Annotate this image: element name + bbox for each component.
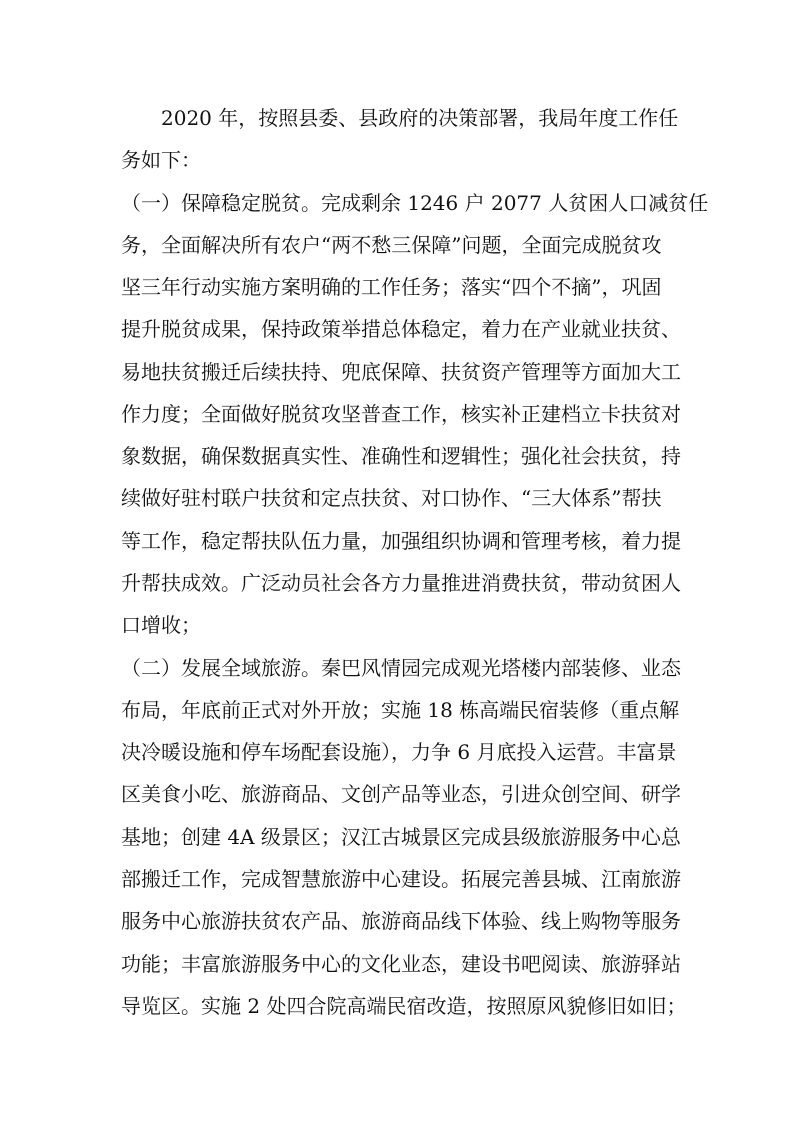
section1-line-8: 续做好驻村联户扶贫和定点扶贫、对口协作、“三大体系”帮扶 [121, 486, 662, 510]
section2-line-8: 功能；丰富旅游服务中心的文化业态，建设书吧阅读、旅游驿站 [121, 952, 681, 976]
section2-line-3: 决冷暖设施和停车场配套设施），力争 6 月底投入运营。丰富景 [121, 740, 677, 764]
section1-line-11: 口增收； [121, 613, 201, 637]
section1-line-2: 务，全面解决所有农户“两不愁三保障”问题，全面完成脱贫攻 [121, 233, 662, 257]
section2-line-2: 布局，年底前正式对外开放；实施 18 栋高端民宿装修（重点解 [121, 698, 680, 722]
section1-line-4: 提升脱贫成果，保持政策举措总体稳定，着力在产业就业扶贫、 [121, 317, 681, 341]
intro-line-1: 2020 年，按照县委、县政府的决策部署，我局年度工作任 [161, 106, 679, 130]
section2-line-5: 基地；创建 4A 级景区；汉江古城景区完成县级旅游服务中心总 [121, 825, 681, 849]
section1-line-1: （一）保障稳定脱贫。完成剩余 1246 户 2077 人贫困人口减贫任 [121, 191, 709, 215]
section1-line-6: 作力度；全面做好脱贫攻坚普查工作，核实补正建档立卡扶贫对 [121, 402, 681, 426]
section2-line-9: 导览区。实施 2 处四合院高端民宿改造，按照原风貌修旧如旧； [121, 994, 687, 1018]
section1-line-7: 象数据，确保数据真实性、准确性和逻辑性；强化社会扶贫，持 [121, 444, 681, 468]
section2-line-1: （二）发展全域旅游。秦巴风情园完成观光塔楼内部装修、业态 [121, 656, 681, 680]
intro-line-2: 务如下： [121, 148, 201, 172]
section2-line-6: 部搬迁工作，完成智慧旅游中心建设。拓展完善县城、江南旅游 [121, 867, 681, 891]
section1-line-5: 易地扶贫搬迁后续扶持、兜底保障、扶贫资产管理等方面加大工 [121, 360, 681, 384]
section1-line-3: 坚三年行动实施方案明确的工作任务；落实“四个不摘”，巩固 [121, 275, 662, 299]
section1-line-9: 等工作，稳定帮扶队伍力量，加强组织协调和管理考核，着力提 [121, 529, 681, 553]
section1-line-10: 升帮扶成效。广泛动员社会各方力量推进消费扶贫，带动贫困人 [121, 571, 681, 595]
section2-line-4: 区美食小吃、旅游商品、文创产品等业态，引进众创空间、研学 [121, 782, 681, 806]
section2-line-7: 服务中心旅游扶贫农产品、旅游商品线下体验、线上购物等服务 [121, 909, 681, 933]
